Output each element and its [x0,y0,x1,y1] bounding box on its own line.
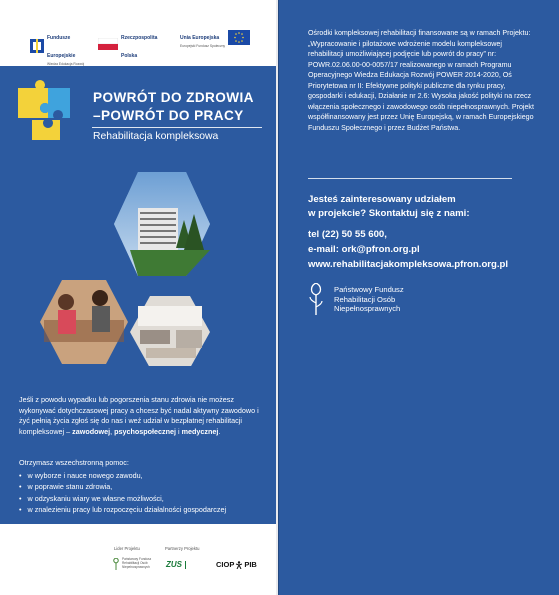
pfron-name [334,285,404,314]
pfron-line3: Niepełnosprawnych [334,304,401,314]
pfron-flower-icon [308,283,324,315]
intro-paragraph [19,395,265,437]
fundusze-line3: Wiedza Edukacja Rozwój [47,62,85,66]
offer-title: Otrzymasz wszechstronną pomoc: [19,458,129,467]
leaflet-title-line1: POWRÓT DO ZDROWIA [93,90,254,105]
cta-line1: Jesteś zainteresowany udziałem [308,194,456,205]
contact-phone: tel (22) 50 55 600, [308,229,387,240]
fundusze-line2: Europejskie [47,53,76,59]
intro-bold-vocational: zawodowej [72,426,111,436]
zus-divider [185,561,198,569]
puzzle-logo-icon [14,80,80,144]
fundusze-emblem-icon [30,39,44,53]
title-underline [92,127,262,128]
ciop-text: CIOP [216,560,235,569]
cta-line2: w projekcie? Skontaktuj się z nami: [308,208,470,220]
leaflet-subtitle: Rehabilitacja kompleksowa [93,131,219,142]
contact-details [308,228,508,272]
eu-flag-icon [228,30,250,45]
pfron-small-logo [112,558,156,570]
pfron-flower-icon [112,558,120,570]
unia-europejska-logo [180,26,250,48]
polish-flag-icon [98,38,118,50]
fundusze-europejskie-logo [30,26,84,66]
rehab-center-building-image [114,172,210,276]
rehab-interior-image [130,296,210,366]
intro-text: Jeśli z powodu wypadku lub pogorszenia stanu zdrowia nie możesz wykonywać dotychczasowej pracy a chcesz być nadal aktywny zawodowo i żyć pełnią życia zgłoś się do nas i weź udział w bezpłatnej rehabilitacji kompleksowej – [19,395,259,436]
project-funding-paragraph: Ośrodki kompleksowej rehabilitacji finansowane są w ramach Projektu: „Wypracowanie i pilotażowe wdrożenie modelu kompleksowej rehabilitacji umożliwiającej podjęcie lub powrót do pracy” nr: POWR.02.06.00-00-0057/17 realizowanego w ramach Programu Operacyjnego Wiedza Edukacja Rozwój POWER 2014-2020, Oś Priorytetowa nr II: Efektywne polityki publiczne dla rynku pracy, gospodarki i edukacji, Działanie nr 2.6: Wysoka jakość polityki na rzecz włączenia społecznego i zawodowego osób niepełnosprawnych. Projekt współfinansowany jest przez Unię Europejską, w ramach Europejskiego Funduszu Społecznego i przez Budżet Państwa. [308,29,534,132]
unia-line2: Europejski Fundusz Społeczny [180,44,226,48]
leaflet-title-line2: –POWRÓT DO PRACY [93,108,244,123]
funding-logos-strip [0,0,276,66]
fundusze-line1: Fundusze [47,35,71,41]
zus-text: ZUS [166,560,182,569]
pfron-small-text: Państwowy Fundusz Rehabilitacji Osób Niepełnosprawnych [122,557,152,569]
intro-separator-2: i [176,426,182,436]
rzeczpospolita-line1: Rzeczpospolita [121,35,158,41]
ciop-figure-icon [235,561,243,569]
pfron-logo [308,283,404,315]
partners-label: Partnerzy Projektu [165,546,200,551]
leader-label: Lider Projektu [114,546,140,551]
intro-bold-psychosocial: psychospołecznej [114,426,177,436]
intro-bold-medical: medycznej [181,426,219,436]
pfron-line1: Państwowy Fundusz [334,285,404,294]
rzeczpospolita-line2: Polska [121,53,138,59]
contact-call-to-action [308,193,548,222]
zus-logo [166,560,198,569]
leaflet-front-panel [0,0,276,595]
list-item: • w wyborze i nauce nowego zawodu, [19,470,226,481]
intro-end: . [218,426,221,436]
leaflet-cover [0,66,276,524]
list-item: • w znalezieniu pracy lub rozpoczęciu działalności gospodarczej [19,504,226,515]
list-item: • w poprawie stanu zdrowia, [19,481,226,492]
pfron-line2: Rehabilitacji Osób [334,294,396,304]
intro-separator-1: , [110,426,113,436]
pib-text: PIB [244,560,257,569]
offer-list [19,470,226,516]
hexagon-photo-collage [34,170,234,366]
project-partners-strip [0,524,276,595]
rzeczpospolita-logo [98,26,157,62]
list-item: • w odzyskaniu wiary we własne możliwości, [19,493,226,504]
therapy-session-image [40,280,128,364]
leaflet-back-panel [278,0,559,595]
contact-email: e-mail: ork@pfron.org.pl [308,243,420,255]
contact-website: www.rehabilitacjakompleksowa.pfron.org.pl [308,258,509,270]
ciop-pib-logo [216,560,257,569]
unia-line1: Unia Europejska [180,35,220,41]
section-divider [308,178,512,179]
